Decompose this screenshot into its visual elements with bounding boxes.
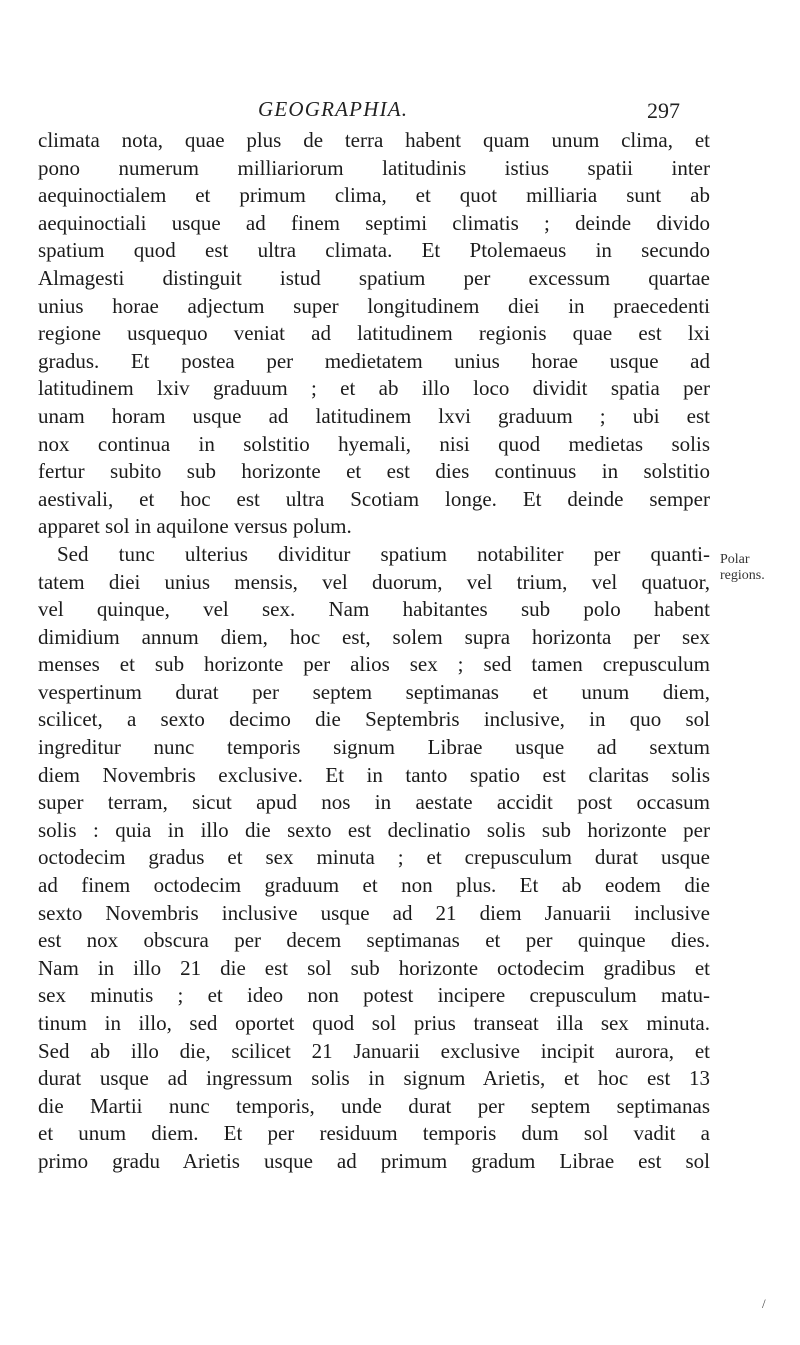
text-line: Nam in illo 21 die est sol sub horizonte octodecim gradibus et [38,955,710,980]
text-line: aequinoctialem et primum clima, et quot milliaria sunt ab [38,183,710,208]
text-line: gradus. Et postea per medietatem unius horae usque ad [38,348,710,373]
text-line: vespertinum durat per septem septimanas et unum diem, [38,679,710,704]
running-title: GEOGRAPHIA. [258,97,409,121]
text-line: apparet sol in aquilone versus polum. [38,514,352,539]
text-line: vel quinque, vel sex. Nam habitantes sub polo habent [38,597,710,622]
text-line: fertur subito sub horizonte et est dies continuus in solstitio [38,459,710,484]
text-line: nox continua in solstitio hyemali, nisi quod medietas solis [38,431,710,456]
stray-mark: / [762,1296,766,1311]
text-line: Sed tunc ulterius dividitur spatium notabiliter per quanti- [57,541,710,566]
text-line: octodecim gradus et sex minuta ; et crepusculum durat usque [38,845,710,870]
margin-note [720,552,765,584]
text-line: latitudinem lxiv graduum ; et ab illo loco dividit spatia per [38,376,710,401]
text-line: regione usquequo veniat ad latitudinem regionis quae est lxi [38,321,710,346]
text-line: scilicet, a sexto decimo die Septembris inclusive, in quo sol [38,707,710,732]
text-line: ad finem octodecim graduum et non plus. Et ab eodem die [38,873,710,898]
text-line: tinum in illo, sed oportet quod sol prius transeat illa sex minuta. [38,1011,710,1035]
margin-note-line: Polar [720,552,750,567]
text-line: solis : quia in illo die sexto est declinatio solis sub horizonte per [38,817,710,842]
margin-note-line: regions. [720,568,765,583]
text-line: est nox obscura per decem septimanas et per quinque dies. [38,928,710,953]
text-line: climata nota, quae plus de terra habent quam unum clima, et [38,128,710,152]
page-number: 297 [647,98,680,123]
text-line: Almagesti distinguit istud spatium per excessum quartae [38,265,710,290]
text-line: et unum diem. Et per residuum temporis dum sol vadit a [38,1121,710,1146]
text-line: super terram, sicut apud nos in aestate accidit post occasum [38,790,710,815]
body-text [38,127,710,1176]
text-line: spatium quod est ultra climata. Et Ptolemaeus in secundo [38,238,710,263]
text-line: pono numerum milliariorum latitudinis istius spatii inter [38,155,710,180]
text-line: ingreditur nunc temporis signum Librae usque ad sextum [38,735,710,760]
text-line: aequinoctiali usque ad finem septimi climatis ; deinde divido [38,210,710,235]
text-line: durat usque ad ingressum solis in signum Arietis, et hoc est 13 [38,1066,710,1091]
text-line: sex minutis ; et ideo non potest incipere crepusculum matu- [38,983,710,1008]
text-line: unius horae adjectum super longitudinem diei in praecedenti [38,293,710,318]
text-line: unam horam usque ad latitudinem lxvi graduum ; ubi est [38,403,710,428]
text-line: Sed ab illo die, scilicet 21 Januarii exclusive incipit aurora, et [38,1038,710,1063]
text-line: menses et sub horizonte per alios sex ; sed tamen crepusculum [38,652,710,677]
text-line: diem Novembris exclusive. Et in tanto spatio est claritas solis [38,762,710,787]
text-line: dimidium annum diem, hoc est, solem supra horizonta per sex [38,624,710,649]
text-line: aestivali, et hoc est ultra Scotiam longe. Et deinde semper [38,486,710,511]
text-line: primo gradu Arietis usque ad primum gradum Librae est sol [38,1148,710,1173]
text-line: die Martii nunc temporis, unde durat per septem septimanas [38,1093,710,1118]
text-line: tatem diei unius mensis, vel duorum, vel trium, vel quatuor, [38,569,710,594]
text-line: sexto Novembris inclusive usque ad 21 diem Januarii inclusive [38,900,710,925]
